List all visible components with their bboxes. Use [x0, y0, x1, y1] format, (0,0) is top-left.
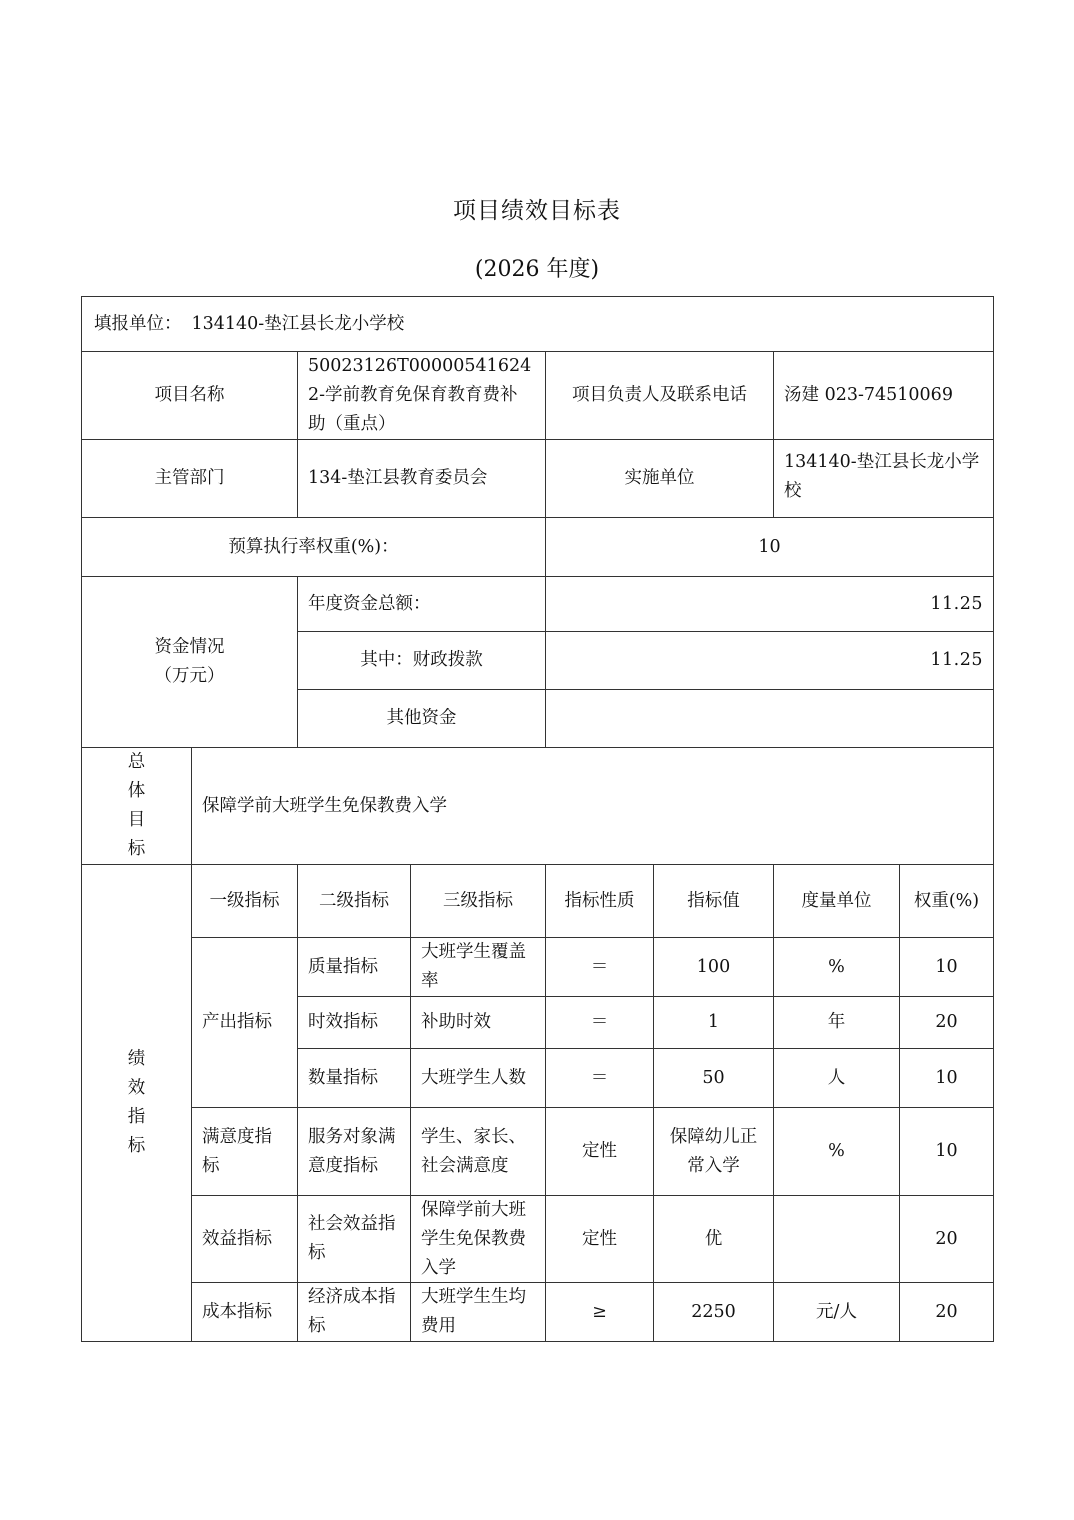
- weight-cell: 10: [899, 1048, 994, 1108]
- funds-fiscal-label: 其中：财政拨款: [297, 631, 546, 690]
- project-name-value: 50023126T000005416242-学前教育免保育教育费补助（重点）: [297, 351, 546, 440]
- level3-cell: 大班学生人数: [410, 1048, 546, 1108]
- level1-benefit: 效益指标: [191, 1195, 298, 1283]
- level2-cell: 社会效益指标: [297, 1195, 411, 1283]
- nature-cell: 定性: [545, 1107, 654, 1196]
- contact-value: 汤建 023-74510069: [773, 351, 994, 440]
- level1-cost: 成本指标: [191, 1282, 298, 1342]
- overall-goal-char: 目: [127, 810, 146, 830]
- level1-satisfaction: 满意度指标: [191, 1107, 298, 1196]
- funds-label-line2: （万元）: [154, 666, 225, 686]
- impl-unit-label: 实施单位: [545, 439, 774, 518]
- value-cell: 保障幼儿正常入学: [653, 1107, 774, 1196]
- reporting-unit-label: 填报单位：: [94, 313, 182, 334]
- col-header-level3: 三级指标: [410, 864, 546, 938]
- value-cell: 1: [653, 996, 774, 1049]
- indicators-label-char: 标: [127, 1136, 146, 1156]
- funds-label: [81, 576, 298, 748]
- funds-other-label: 其他资金: [297, 689, 546, 748]
- funds-fiscal-value: 11.25: [545, 631, 994, 690]
- dept-label: 主管部门: [81, 439, 298, 518]
- budget-rate-value: 10: [545, 517, 994, 577]
- weight-cell: 20: [899, 1282, 994, 1342]
- value-cell: 100: [653, 937, 774, 997]
- nature-cell: 定性: [545, 1195, 654, 1283]
- unit-cell: 人: [773, 1048, 900, 1108]
- col-header-value: 指标值: [653, 864, 774, 938]
- unit-cell: 元/人: [773, 1282, 900, 1342]
- document-title: 项目绩效目标表: [453, 198, 621, 224]
- funds-total-label: 年度资金总额：: [297, 576, 546, 632]
- nature-cell: ≥: [545, 1282, 654, 1342]
- col-header-nature: 指标性质: [545, 864, 654, 938]
- overall-goal-label: [81, 747, 192, 865]
- level3-cell: 保障学前大班学生免保教费入学: [410, 1195, 546, 1283]
- nature-cell: ＝: [545, 1048, 654, 1108]
- level2-cell: 质量指标: [297, 937, 411, 997]
- level2-cell: 服务对象满意度指标: [297, 1107, 411, 1196]
- weight-cell: 10: [899, 1107, 994, 1196]
- budget-rate-label: 预算执行率权重(%)：: [81, 517, 546, 577]
- indicators-label-char: 绩: [127, 1049, 146, 1069]
- funds-other-value: [545, 689, 994, 748]
- value-cell: 50: [653, 1048, 774, 1108]
- overall-goal-char: 总: [127, 752, 146, 772]
- indicators-label-char: 指: [127, 1107, 146, 1127]
- dept-value: 134-垫江县教育委员会: [297, 439, 546, 518]
- level3-cell: 补助时效: [410, 996, 546, 1049]
- col-header-level1: 一级指标: [191, 864, 298, 938]
- impl-unit-value: 134140-垫江县长龙小学校: [773, 439, 994, 518]
- unit-cell: %: [773, 937, 900, 997]
- level3-cell: 大班学生覆盖率: [410, 937, 546, 997]
- reporting-unit-value: 134140-垫江县长龙小学校: [191, 313, 405, 334]
- col-header-weight: 权重(%): [899, 864, 994, 938]
- weight-cell: 10: [899, 937, 994, 997]
- reporting-unit-row: [81, 296, 994, 352]
- overall-goal-char: 体: [127, 781, 146, 801]
- nature-cell: ＝: [545, 996, 654, 1049]
- funds-label-line1: 资金情况: [154, 637, 225, 657]
- document-year: (2026 年度): [474, 257, 600, 282]
- col-header-level2: 二级指标: [297, 864, 411, 938]
- indicators-label-char: 效: [127, 1078, 146, 1098]
- value-cell: 优: [653, 1195, 774, 1283]
- level2-cell: 经济成本指标: [297, 1282, 411, 1342]
- level2-cell: 时效指标: [297, 996, 411, 1049]
- level3-cell: 学生、家长、社会满意度: [410, 1107, 546, 1196]
- value-cell: 2250: [653, 1282, 774, 1342]
- contact-label: 项目负责人及联系电话: [545, 351, 774, 440]
- project-name-label: 项目名称: [81, 351, 298, 440]
- funds-total-value: 11.25: [545, 576, 994, 632]
- level2-cell: 数量指标: [297, 1048, 411, 1108]
- overall-goal-text: 保障学前大班学生免保教费入学: [191, 747, 994, 865]
- unit-cell: %: [773, 1107, 900, 1196]
- level3-cell: 大班学生生均费用: [410, 1282, 546, 1342]
- unit-cell: [773, 1195, 900, 1283]
- weight-cell: 20: [899, 996, 994, 1049]
- indicators-label: [81, 864, 192, 1342]
- weight-cell: 20: [899, 1195, 994, 1283]
- overall-goal-char: 标: [127, 839, 146, 859]
- level1-output: 产出指标: [191, 937, 298, 1108]
- unit-cell: 年: [773, 996, 900, 1049]
- nature-cell: ＝: [545, 937, 654, 997]
- col-header-unit: 度量单位: [773, 864, 900, 938]
